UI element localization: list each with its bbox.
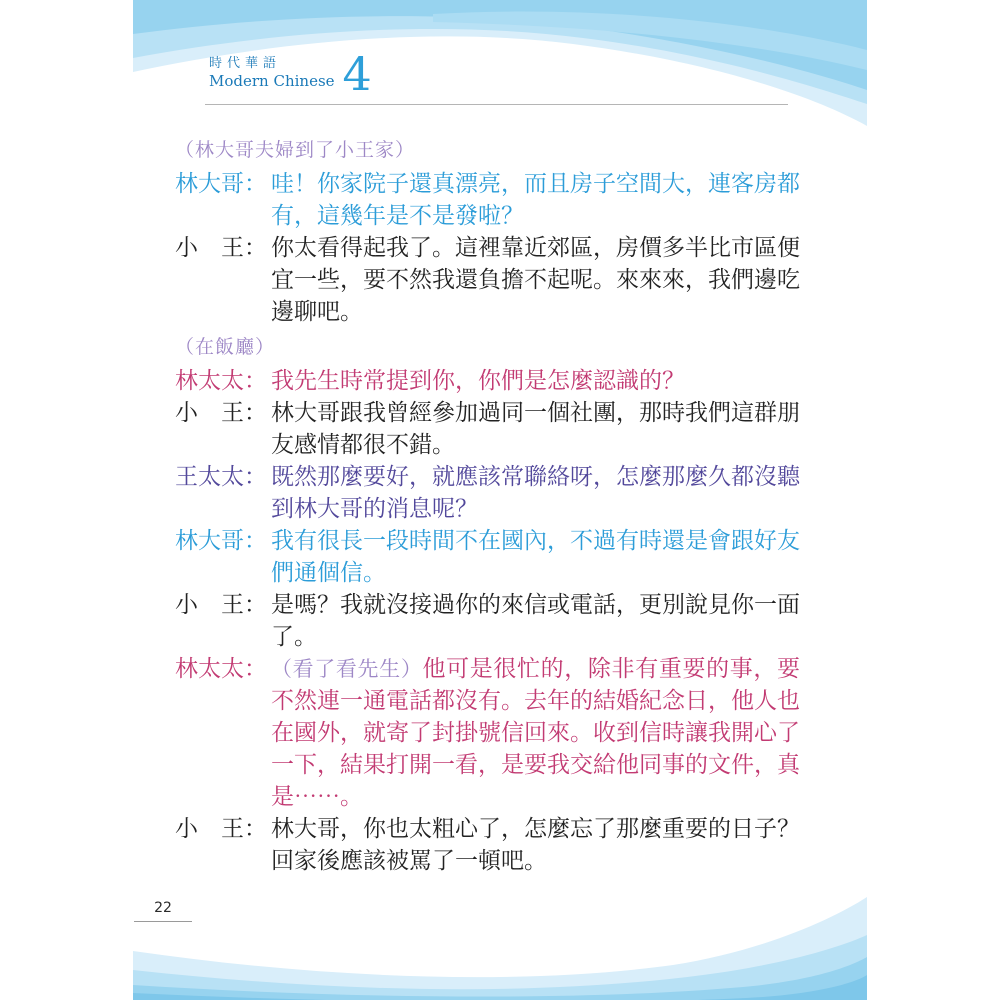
dialogue-row (175, 365, 800, 397)
dialogue-row (175, 168, 800, 232)
stage-direction: （林大哥夫婦到了小王家） (175, 139, 416, 161)
speaker-label: 小 王： (175, 816, 267, 842)
dialogue-text-main: 他可是很忙的，除非有重要的事，要不然連一通電話都沒有。去年的結婚紀念日，他人也在國外，就寄了封掛號信回來。收到信時讓我開心了一下，結果打開一看，是要我交給他同事的文件，真是⋯⋯。 (271, 656, 801, 810)
dialogue-row (175, 461, 800, 525)
speaker-label: 林大哥： (175, 528, 267, 554)
dialogue-text: 是嗎？我就沒接過你的來信或電話，更別說見你一面了。 (271, 592, 800, 650)
dialogue-row (175, 653, 800, 813)
dialogue-text: 林大哥跟我曾經參加過同一個社團，那時我們這群朋友感情都很不錯。 (271, 400, 800, 458)
dialogue-row (175, 813, 800, 877)
dialogue-text: 我有很長一段時間不在國內，不過有時還是會跟好友們通個信。 (271, 528, 800, 586)
dialogue-text: 林大哥，你也太粗心了，怎麼忘了那麼重要的日子？回家後應該被罵了一頓吧。 (271, 816, 800, 874)
brand-title-english: Modern Chinese (209, 72, 335, 90)
dialogue-text: 我先生時常提到你，你們是怎麼認識的？ (271, 368, 685, 394)
volume-number: 4 (342, 47, 372, 101)
dialogue-row (175, 232, 800, 328)
dialogue-text: 哇！你家院子還真漂亮，而且房子空間大，連客房都有，這幾年是不是發啦？ (271, 171, 800, 229)
dialogue-row (175, 525, 800, 589)
stage-direction: （在飯廳） (175, 336, 276, 358)
bottom-wave-decoration (133, 895, 867, 1000)
book-page (133, 0, 867, 1000)
speaker-label: 小 王： (175, 592, 267, 618)
page-number: 22 (154, 900, 172, 916)
speaker-label: 林大哥： (175, 171, 267, 197)
speaker-label: 林太太： (175, 656, 267, 682)
header-divider-line (205, 104, 788, 105)
inline-stage-direction: （看了看先生） (271, 657, 423, 681)
dialogue-row (175, 397, 800, 461)
book-header (209, 47, 372, 101)
dialogue-text (271, 653, 800, 813)
speaker-label: 王太太： (175, 464, 267, 490)
dialogue-row (175, 589, 800, 653)
speaker-label: 小 王： (175, 235, 267, 261)
dialogue-section (175, 131, 800, 877)
dialogue-text: 你太看得起我了。這裡靠近郊區，房價多半比市區便宜一些，要不然我還負擔不起呢。來來來，我們邊吃邊聊吧。 (271, 235, 800, 325)
speaker-label: 小 王： (175, 400, 267, 426)
dialogue-text: 既然那麼要好，就應該常聯絡呀，怎麼那麼久都沒聽到林大哥的消息呢？ (271, 464, 800, 522)
brand-block (209, 56, 335, 91)
brand-title-chinese: 時代華語 (209, 56, 282, 71)
speaker-label: 林太太： (175, 368, 267, 394)
